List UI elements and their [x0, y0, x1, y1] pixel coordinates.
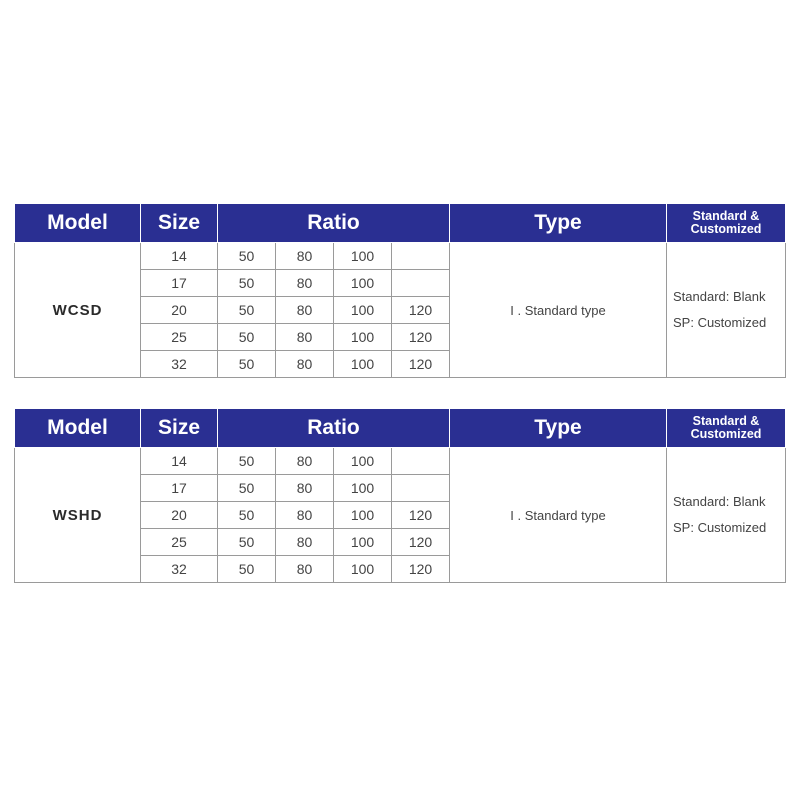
type-cell: I . Standard type	[450, 243, 667, 378]
ratio-cell: 100	[334, 448, 392, 475]
ratio-cell: 80	[276, 324, 334, 351]
ratio-cell: 80	[276, 243, 334, 270]
ratio-cell: 100	[334, 270, 392, 297]
ratio-cell	[392, 270, 450, 297]
size-cell: 32	[141, 351, 218, 378]
header-model: Model	[15, 409, 141, 448]
standard-customized-cell	[667, 448, 786, 583]
standard-text: Standard: Blank	[673, 494, 766, 509]
header-size: Size	[141, 409, 218, 448]
ratio-cell: 50	[218, 448, 276, 475]
ratio-cell: 100	[334, 556, 392, 583]
ratio-cell: 50	[218, 502, 276, 529]
size-cell: 20	[141, 297, 218, 324]
size-cell: 32	[141, 556, 218, 583]
header-standard-line2: Customized	[690, 222, 762, 236]
customized-text: SP: Customized	[673, 315, 767, 330]
table-row	[15, 243, 786, 270]
ratio-cell: 100	[334, 324, 392, 351]
ratio-cell: 50	[218, 270, 276, 297]
ratio-cell: 50	[218, 243, 276, 270]
ratio-cell: 50	[218, 529, 276, 556]
ratio-cell: 120	[392, 556, 450, 583]
size-cell: 14	[141, 243, 218, 270]
ratio-cell: 80	[276, 529, 334, 556]
ratio-cell: 120	[392, 324, 450, 351]
ratio-cell	[392, 243, 450, 270]
ratio-cell: 100	[334, 502, 392, 529]
ratio-cell: 120	[392, 297, 450, 324]
header-model: Model	[15, 204, 141, 243]
table-row	[15, 448, 786, 475]
header-standard-line1: Standard &	[692, 414, 760, 428]
ratio-cell: 80	[276, 502, 334, 529]
ratio-cell	[392, 448, 450, 475]
header-ratio: Ratio	[218, 204, 450, 243]
customized-text: SP: Customized	[673, 520, 767, 535]
header-standard-line2: Customized	[690, 427, 762, 441]
header-type: Type	[450, 409, 667, 448]
header-row	[15, 409, 786, 448]
model-cell: WSHD	[15, 448, 141, 583]
ratio-cell: 80	[276, 270, 334, 297]
ratio-cell: 80	[276, 351, 334, 378]
ratio-cell: 80	[276, 448, 334, 475]
size-cell: 25	[141, 529, 218, 556]
size-cell: 14	[141, 448, 218, 475]
standard-text: Standard: Blank	[673, 289, 766, 304]
header-standard-customized	[667, 204, 786, 243]
ratio-cell: 80	[276, 556, 334, 583]
spec-table-wshd	[14, 408, 786, 583]
ratio-cell: 120	[392, 502, 450, 529]
spec-table-wcsd	[14, 203, 786, 378]
size-cell: 25	[141, 324, 218, 351]
ratio-cell: 100	[334, 243, 392, 270]
header-standard-line1: Standard &	[692, 209, 760, 223]
ratio-cell: 50	[218, 556, 276, 583]
ratio-cell: 100	[334, 351, 392, 378]
header-type: Type	[450, 204, 667, 243]
ratio-cell: 50	[218, 297, 276, 324]
ratio-cell: 100	[334, 475, 392, 502]
size-cell: 17	[141, 475, 218, 502]
header-standard-customized	[667, 409, 786, 448]
ratio-cell: 50	[218, 351, 276, 378]
model-cell: WCSD	[15, 243, 141, 378]
standard-customized-cell	[667, 243, 786, 378]
header-row	[15, 204, 786, 243]
ratio-cell: 50	[218, 475, 276, 502]
ratio-cell	[392, 475, 450, 502]
ratio-cell: 120	[392, 351, 450, 378]
ratio-cell: 100	[334, 529, 392, 556]
ratio-cell: 100	[334, 297, 392, 324]
type-cell: I . Standard type	[450, 448, 667, 583]
ratio-cell: 80	[276, 297, 334, 324]
header-ratio: Ratio	[218, 409, 450, 448]
size-cell: 20	[141, 502, 218, 529]
ratio-cell: 50	[218, 324, 276, 351]
size-cell: 17	[141, 270, 218, 297]
ratio-cell: 120	[392, 529, 450, 556]
ratio-cell: 80	[276, 475, 334, 502]
header-size: Size	[141, 204, 218, 243]
